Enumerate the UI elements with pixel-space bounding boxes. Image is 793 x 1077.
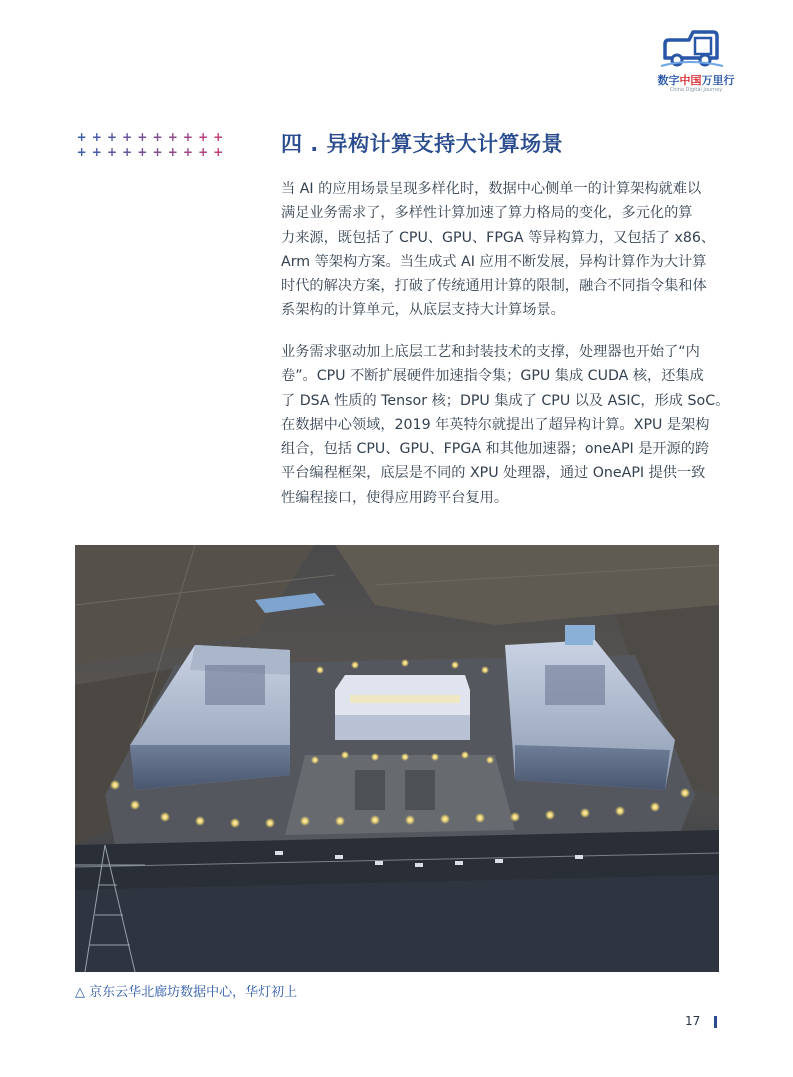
paragraph-line: 在数据中心领域，2019 年英特尔就提出了超异构计算。XPU 是架构	[281, 416, 710, 433]
paragraph-1	[281, 177, 721, 323]
logo-subtext: China Digital Journey	[669, 87, 723, 93]
plus-icon: +	[137, 145, 148, 159]
plus-icon: +	[182, 145, 193, 159]
plus-icon: +	[198, 130, 209, 144]
paragraph-line: 卷”。CPU 不断扩展硬件加速指令集；GPU 集成 CUDA 核，还集成	[281, 368, 704, 385]
paragraph-line: 组合，包括 CPU、GPU、FPGA 和其他加速器；oneAPI 是开源的跨	[281, 441, 710, 458]
photo-caption: △ 京东云华北廊坊数据中心，华灯初上	[75, 985, 298, 1000]
plus-icon: +	[152, 130, 163, 144]
paragraph-line: 了 DSA 性质的 Tensor 核；DPU 集成了 CPU 以及 ASIC，形成 SoC。	[281, 392, 730, 409]
paragraph-line: Arm 等架构方案。当生成式 AI 应用不断发展，异构计算作为大计算	[281, 253, 707, 270]
plus-icon: +	[76, 130, 87, 144]
plus-icon: +	[122, 145, 133, 159]
logo-text-part1: 数字	[657, 74, 680, 87]
paragraph-line: 时代的解决方案，打破了传统通用计算的限制，融合不同指令集和体	[281, 278, 707, 295]
plus-icon: +	[167, 145, 178, 159]
decorative-plus-pattern	[74, 130, 234, 160]
plus-icon: +	[213, 130, 224, 144]
paragraph-line: 力来源，既包括了 CPU、GPU、FPGA 等异构算力，又包括了 x86、	[281, 229, 716, 246]
paragraph-line: 性编程接口，使得应用跨平台复用。	[281, 489, 509, 506]
plus-icon: +	[91, 130, 102, 144]
paragraph-line: 当 AI 的应用场景呈现多样化时，数据中心侧单一的计算架构就难以	[281, 181, 702, 197]
plus-icon: +	[213, 145, 224, 159]
paragraph-line: 业务需求驱动加上底层工艺和封装技术的支撑，处理器也开始了“内	[281, 344, 700, 360]
plus-icon: +	[106, 145, 117, 159]
logo-text-part2: 中国	[679, 74, 702, 87]
plus-row	[74, 145, 234, 160]
plus-icon: +	[198, 145, 209, 159]
paragraph-line: 满足业务需求了，多样性计算加速了算力格局的变化，多元化的算	[281, 205, 693, 222]
data-center-aerial-photo	[75, 545, 719, 972]
plus-icon: +	[76, 145, 87, 159]
plus-icon: +	[91, 145, 102, 159]
truck-logo-icon	[659, 28, 731, 72]
data-center-illustration	[75, 545, 719, 972]
plus-icon: +	[106, 130, 117, 144]
logo-wordmark	[651, 72, 741, 88]
section-title: 四 . 异构计算支持大计算场景	[281, 132, 564, 156]
plus-icon: +	[137, 130, 148, 144]
logo-text-part3: 万里行	[701, 74, 735, 87]
paragraph-line: 系架构的计算单元，从底层支持大计算场景。	[281, 302, 565, 319]
page-number: 17	[685, 1014, 701, 1028]
page-number-bar	[714, 1016, 717, 1028]
plus-icon: +	[152, 145, 163, 159]
plus-row	[74, 130, 234, 145]
plus-icon: +	[167, 130, 178, 144]
china-digital-journey-logo	[651, 28, 741, 100]
paragraph-2	[281, 340, 730, 510]
plus-icon: +	[182, 130, 193, 144]
paragraph-line: 平台编程框架，底层是不同的 XPU 处理器，通过 OneAPI 提供一致	[281, 465, 706, 482]
plus-icon: +	[122, 130, 133, 144]
